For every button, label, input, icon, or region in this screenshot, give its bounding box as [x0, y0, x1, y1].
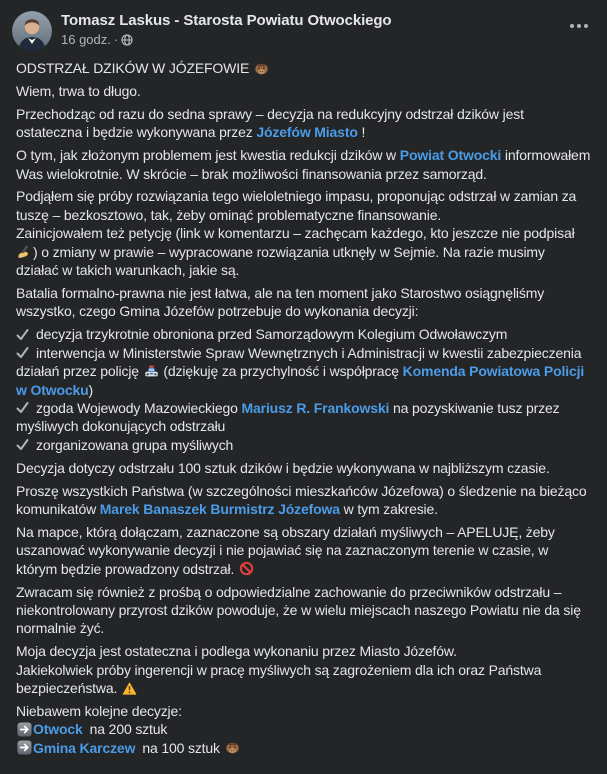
- boar-icon: [254, 61, 269, 76]
- police-car-icon: [144, 364, 159, 379]
- link-jozefow-miasto[interactable]: Józefów Miasto: [256, 124, 358, 141]
- text-run: informowałem Was wielokrotnie. W skrócie – brak możliwości finansowania przez samorząd.: [16, 147, 591, 182]
- check-icon: [16, 438, 29, 451]
- arrow-right-icon: [17, 722, 32, 737]
- link-marek-banaszek[interactable]: Marek Banaszek Burmistrz Józefowa: [99, 500, 340, 517]
- check-icon: [16, 328, 29, 341]
- text-run: Przechodząc od razu do sedna sprawy – decyzja na redukcyjny odstrzał dzików jest ostateczna i będzie wykonywana przez: [16, 105, 524, 141]
- ellipsis-icon: [569, 20, 589, 32]
- link-gmina-karczew[interactable]: Gmina Karczew: [33, 739, 136, 756]
- checklist: [16, 325, 591, 454]
- paragraph: [16, 105, 591, 142]
- text-run: ): [88, 381, 94, 398]
- title-text: ODSTRZAŁ DZIKÓW W JÓZEFOWIE: [16, 60, 253, 76]
- text-run: Jakiekolwiek próby ingerencji w pracę myśliwych są zagrożeniem dla ich oraz Państwa bezpieczeństwa.: [16, 661, 542, 697]
- checklist-item: [16, 436, 591, 454]
- header-info: [61, 11, 561, 47]
- text-run: (dziękuję za przychylność i współpracę: [159, 363, 403, 380]
- text-run: Zainicjowałem też petycję (link w komentarzu – zachęcam każdego, kto jeszcze nie podpisał: [16, 225, 575, 242]
- post-title: [16, 59, 591, 77]
- warning-icon: [122, 681, 137, 696]
- paragraph: Wiem, trwa to długo.: [16, 82, 141, 99]
- text-run: Moja decyzja jest ostateczna i podlega wykonaniu przez Miasto Józefów.: [16, 643, 457, 660]
- text-run: na 100 sztuk: [142, 739, 224, 756]
- link-komenda-policji[interactable]: Komenda Powiatowa Policji w Otwocku: [16, 363, 585, 398]
- text-run: interwencja w Ministerstwie Spraw Wewnętrznych i Administracji w kwestii zabezpieczenia działań przez policję: [16, 344, 582, 380]
- checklist-item: [16, 399, 591, 436]
- timestamp[interactable]: 16 godz.: [61, 32, 111, 47]
- more-options-button[interactable]: [561, 13, 591, 43]
- paragraph: [16, 187, 591, 279]
- check-icon: [16, 346, 29, 359]
- text-run: na 200 sztuk: [89, 721, 168, 738]
- post-content: [0, 57, 607, 757]
- paragraph: [16, 146, 591, 183]
- text-run: na pozyskiwanie tusz przez myśliwych dokonujących odstrzału: [16, 399, 560, 435]
- link-otwock[interactable]: Otwock: [33, 721, 83, 738]
- paragraph: Batalia formalno-prawna nie jest łatwa, ale na ten moment jako Starostwo osiągnęliśmy wszystko, czego Gmina Józefów potrzebuje do wykonania decyzji:: [16, 284, 545, 320]
- text-run: Na mapce, którą dołączam, zaznaczone są obszary działań myśliwych – APELUJĘ, żeby uszanować wykonywanie decyzji i nie pojawiać się na zaznaczonym terenie w czasie, w którym będzie prowadzony odstrzał.: [16, 523, 555, 577]
- check-icon: [16, 401, 29, 414]
- text-run: zorganizowana grupa myśliwych: [36, 436, 234, 453]
- text-run: !: [357, 124, 366, 141]
- paragraph: [16, 482, 591, 519]
- avatar-image: [12, 11, 52, 51]
- paragraph: Zwracam się również z prośbą o odpowiedzialne zachowanie do przeciwników odstrzału – niekontrolowany przyrost dzików powoduje, że w wielu miejscach naszego Powiatu nie da się normalnie żyć.: [16, 583, 581, 637]
- link-powiat-otwocki[interactable]: Powiat Otwocki: [399, 147, 502, 164]
- text-run: Podjąłem się próby rozwiązania tego wieloletniego impasu, proponując odstrzał w zamian za tuszę – bezkosztowo, tak, żeby ominąć problematyczne finansowanie.: [16, 188, 577, 223]
- paragraph: [16, 642, 591, 697]
- text-run: O tym, jak złożonym problemem jest kwestia redukcji dzików w: [16, 147, 400, 164]
- paragraph: Decyzja dotyczy odstrzału 100 sztuk dzików i będzie wykonywana w najbliższym czasie.: [16, 459, 550, 476]
- prohibited-icon: [239, 561, 254, 576]
- post-header: [0, 0, 607, 57]
- boar-icon: [225, 740, 240, 755]
- arrow-right-icon: [17, 740, 32, 755]
- text-run: Niebawem kolejne decyzje:: [16, 703, 182, 719]
- checklist-item: [16, 325, 591, 343]
- text-run: decyzja trzykrotnie obroniona przed Samorządowym Kolegium Odwoławczym: [36, 326, 508, 343]
- upcoming-decisions: [16, 702, 591, 757]
- paragraph: [16, 523, 591, 578]
- writing-hand-icon: [17, 244, 32, 259]
- checklist-item: [16, 344, 591, 399]
- meta-separator: ·: [113, 32, 119, 47]
- text-run: ) o zmiany w prawie – wypracowane rozwiązania utknęły w Sejmie. Na razie musimy działać w takich warunkach, jakie są.: [16, 243, 545, 279]
- author-name[interactable]: Tomasz Laskus - Starosta Powiatu Otwockiego: [61, 12, 392, 29]
- text-run: Proszę wszystkich Państwa (w szczególności mieszkańców Józefowa) o śledzenie na bieżąco komunikatów: [16, 482, 587, 517]
- text-run: zgoda Wojewody Mazowieckiego: [36, 399, 242, 416]
- globe-icon: [121, 34, 133, 46]
- link-mariusz-frankowski[interactable]: Mariusz R. Frankowski: [241, 399, 390, 416]
- text-run: w tym zakresie.: [339, 500, 438, 517]
- avatar[interactable]: [12, 11, 52, 51]
- post-meta: [61, 33, 561, 47]
